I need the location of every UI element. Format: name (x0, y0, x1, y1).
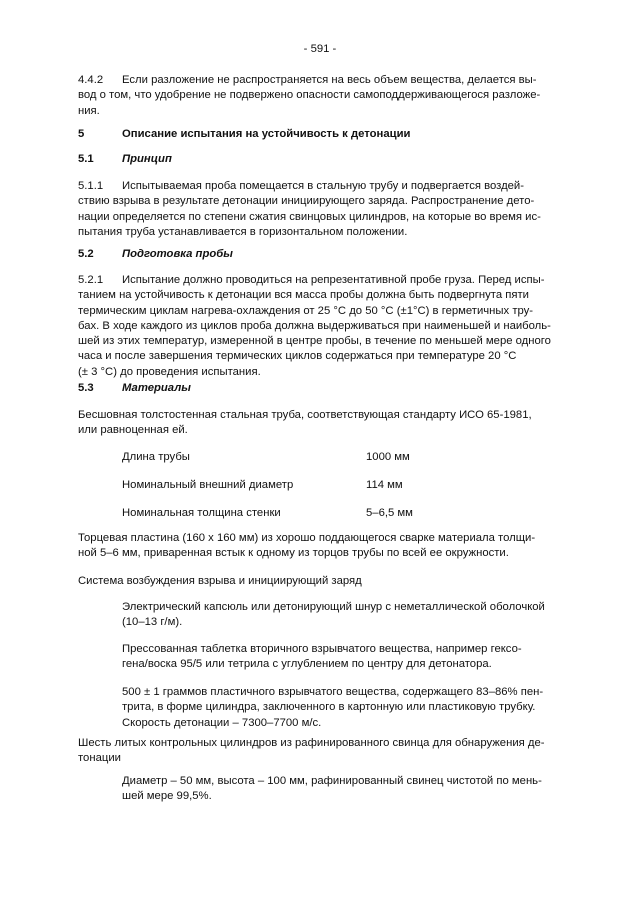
paragraph-line: вод о том, что удобрение не подвержено опасности самоподдерживающегося разложе- (78, 89, 541, 102)
spec-label: Номинальная толщина стенки (122, 507, 281, 519)
paragraph-line: тонации (78, 752, 121, 765)
spec-value: 5–6,5 мм (366, 507, 413, 519)
paragraph-line: гена/воска 95/5 или тетрила с углублением по центру для детонатора. (122, 658, 492, 671)
paragraph-lead-cylinders (78, 736, 562, 767)
paragraph-4-4-2 (78, 73, 562, 119)
paragraph-line: часа и после завершения термических циклов содержаться при температуре 20 °C (78, 350, 517, 363)
section-heading-5-1 (78, 153, 172, 165)
paragraph-line: бах. В ходе каждого из циклов проба должна выдерживаться при наименьшей и наиболь- (78, 319, 551, 332)
paragraph-line: Если разложение не распространяется на весь объем вещества, делается вы- (122, 74, 537, 86)
paragraph-line: ной 5–6 мм, приваренная встык к одному из торцов трубы по всей ее окружности. (78, 547, 509, 560)
paragraph-line: шей из этих температур, измеренной в центре пробы, в течение по меньшей мере одного (78, 335, 551, 348)
section-number: 5.2 (78, 248, 94, 260)
paragraph-line: Торцевая пластина (160 х 160 мм) из хорошо поддающегося сварке материала толщи- (78, 532, 536, 544)
paragraph-line: 500 ± 1 граммов пластичного взрывчатого вещества, содержащего 83–86% пен- (122, 686, 544, 698)
paragraph-line: танием на устойчивость к детонации вся масса пробы должна быть подвергнута пяти (78, 289, 529, 302)
section-number: 5 (78, 128, 85, 140)
paragraph-5-1-1 (78, 179, 562, 240)
paragraph-pipe (78, 408, 562, 439)
paragraph-line: пытания труба устанавливается в горизонтальном положении. (78, 225, 408, 238)
paragraph-line: (± 3 °C) до проведения испытания. (78, 365, 261, 378)
paragraph-line: термическим циклам нагрева-охлаждения от 25 °C до 50 °C (±1°C) в герметичных тру- (78, 304, 534, 317)
paragraph-number: 5.2.1 (78, 274, 104, 286)
paragraph-tablet (122, 642, 562, 673)
section-title: Материалы (122, 382, 191, 394)
spec-label: Номинальный внешний диаметр (122, 479, 294, 491)
paragraph-line: Диаметр – 50 мм, высота – 100 мм, рафинированный свинец чистотой по мень- (122, 775, 542, 787)
paragraph-explosive (122, 685, 562, 731)
paragraph-system (78, 574, 562, 589)
paragraph-line: шей мере 99,5%. (122, 790, 212, 803)
paragraph-line: Система возбуждения взрыва и инициирующий заряд (78, 575, 362, 587)
paragraph-line: Скорость детонации – 7300–7700 м/с. (122, 716, 322, 729)
section-title: Принцип (122, 153, 172, 165)
section-number: 5.3 (78, 382, 94, 394)
paragraph-number: 5.1.1 (78, 180, 104, 192)
paragraph-line: ния. (78, 104, 100, 117)
section-heading-5 (78, 128, 411, 140)
paragraph-diameter (122, 774, 562, 805)
paragraph-line: Шесть литых контрольных цилиндров из рафинированного свинца для обнаружения де- (78, 737, 545, 749)
paragraph-line: Прессованная таблетка вторичного взрывчатого вещества, например гексо- (122, 643, 522, 655)
spec-value: 1000 мм (366, 451, 410, 463)
paragraph-plate (78, 531, 562, 562)
paragraph-line: (10–13 г/м). (122, 616, 183, 629)
page-number: - 591 - (303, 43, 337, 55)
paragraph-detonator (122, 600, 562, 631)
section-title: Подготовка пробы (122, 248, 233, 260)
paragraph-line: Бесшовная толстостенная стальная труба, соответствующая стандарту ИСО 65-1981, (78, 409, 532, 421)
paragraph-line: Испытание должно проводиться на репрезентативной пробе груза. Перед испы- (122, 274, 545, 286)
paragraph-line: или равноценная ей. (78, 424, 188, 437)
spec-label: Длина трубы (122, 451, 190, 463)
paragraph-line: нации определяется по степени сжатия свинцовых цилиндров, на которые во время ис- (78, 210, 541, 223)
paragraph-number: 4.4.2 (78, 74, 104, 86)
section-heading-5-2 (78, 248, 233, 260)
section-title: Описание испытания на устойчивость к детонации (122, 128, 411, 140)
section-number: 5.1 (78, 153, 94, 165)
paragraph-5-2-1 (78, 273, 562, 380)
paragraph-line: ствию взрыва в результате детонации инициирующего заряда. Распространение дето- (78, 195, 535, 208)
section-heading-5-3 (78, 382, 191, 394)
spec-value: 114 мм (366, 479, 403, 491)
paragraph-line: Электрический капсюль или детонирующий шнур с неметаллической оболочкой (122, 601, 545, 613)
paragraph-line: трита, в форме цилиндра, заключенного в картонную или пластиковую трубку. (122, 701, 536, 714)
paragraph-line: Испытываемая проба помещается в стальную трубу и подвергается воздей- (122, 180, 525, 192)
